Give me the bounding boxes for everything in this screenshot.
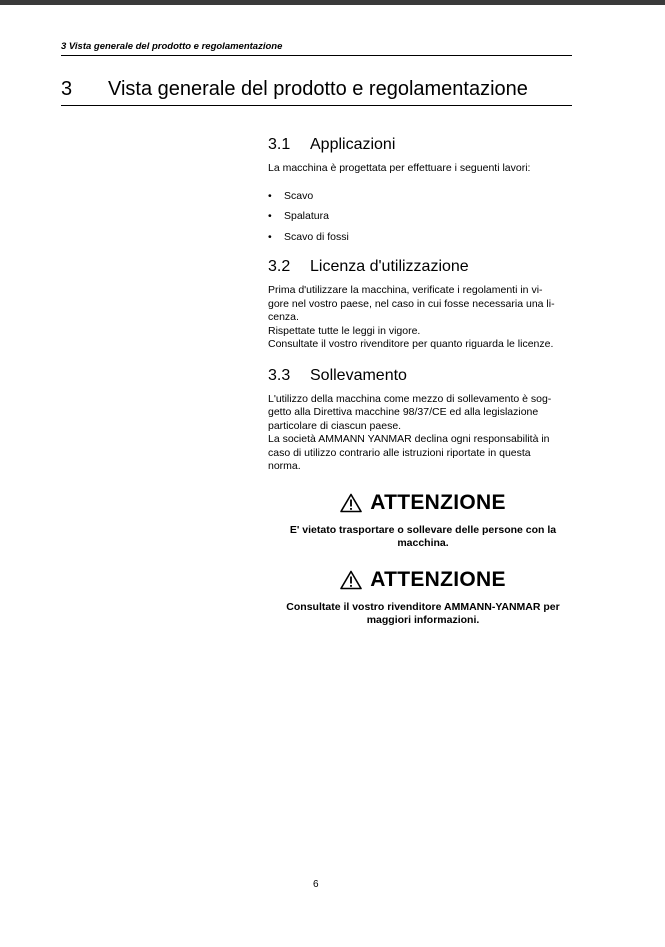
section-title: Applicazioni — [310, 136, 396, 153]
section-heading-applicazioni — [268, 134, 578, 156]
main-content — [268, 134, 578, 628]
body-line: norma. — [268, 460, 301, 472]
page-number: 6 — [313, 879, 319, 890]
section-number: 3.3 — [268, 366, 291, 384]
warning-label: ATTENZIONE — [370, 490, 506, 514]
section-title: Licenza d'utilizzazione — [310, 258, 469, 275]
chapter-number: 3 — [61, 78, 73, 100]
warning-triangle-icon — [340, 493, 362, 513]
list-item: • Scavo di fossi — [268, 230, 349, 243]
chapter-title: Vista generale del prodotto e regolamentazione — [108, 78, 528, 100]
warning-message: E' vietato trasportare o sollevare delle persone con la macchina. — [289, 523, 557, 549]
body-line: Consultate il vostro rivenditore per quanto riguarda le licenze. — [268, 338, 554, 350]
body-line: cenza. — [268, 311, 299, 323]
licenza-body — [268, 284, 578, 352]
warning-heading — [340, 567, 506, 593]
sollevamento-body — [268, 393, 578, 474]
warning-message: Consultate il vostro rivenditore AMMANN-YANMAR per maggiori informazioni. — [286, 600, 560, 626]
body-line: Rispettate tutte le leggi in vigore. — [268, 324, 421, 337]
section-heading-sollevamento — [268, 365, 578, 387]
section-number: 3.1 — [268, 136, 291, 153]
warning-triangle-icon — [340, 570, 362, 590]
list-item: • Spalatura — [268, 210, 329, 222]
body-line: L'utilizzo della macchina come mezzo di sollevamento è sog- — [268, 392, 552, 405]
warning-label: ATTENZIONE — [370, 567, 506, 591]
running-header: 3 Vista generale del prodotto e regolamentazione — [61, 41, 572, 56]
section-number: 3.2 — [268, 258, 291, 275]
section-title: Sollevamento — [310, 366, 407, 384]
body-line: particolare di ciascun paese. — [268, 419, 402, 432]
body-line: Prima d'utilizzare la macchina, verificate i regolamenti in vi- — [268, 284, 543, 296]
body-line: gore nel vostro paese, nel caso in cui fosse necessaria una li- — [268, 297, 555, 310]
body-line: getto alla Direttiva macchine 98/37/CE ed alla legislazione — [268, 406, 539, 418]
list-item: • Scavo — [268, 189, 314, 202]
warning-box-persone — [268, 490, 578, 551]
warning-box-rivenditore — [268, 567, 578, 628]
bullet-icon: • — [268, 210, 272, 222]
chapter-heading — [61, 76, 572, 106]
body-line: La società AMMANN YANMAR declina ogni responsabilità in — [268, 433, 550, 445]
bullet-icon: • — [268, 230, 272, 243]
applications-list — [268, 190, 578, 245]
section-intro-text: La macchina è progettata per effettuare i seguenti lavori: — [268, 162, 531, 174]
section-heading-licenza — [268, 256, 578, 278]
bullet-icon: • — [268, 189, 272, 202]
top-border-bar — [0, 0, 665, 5]
body-line: caso di utilizzo contrario alle istruzioni riportate in questa — [268, 446, 531, 459]
warning-heading — [340, 490, 506, 516]
